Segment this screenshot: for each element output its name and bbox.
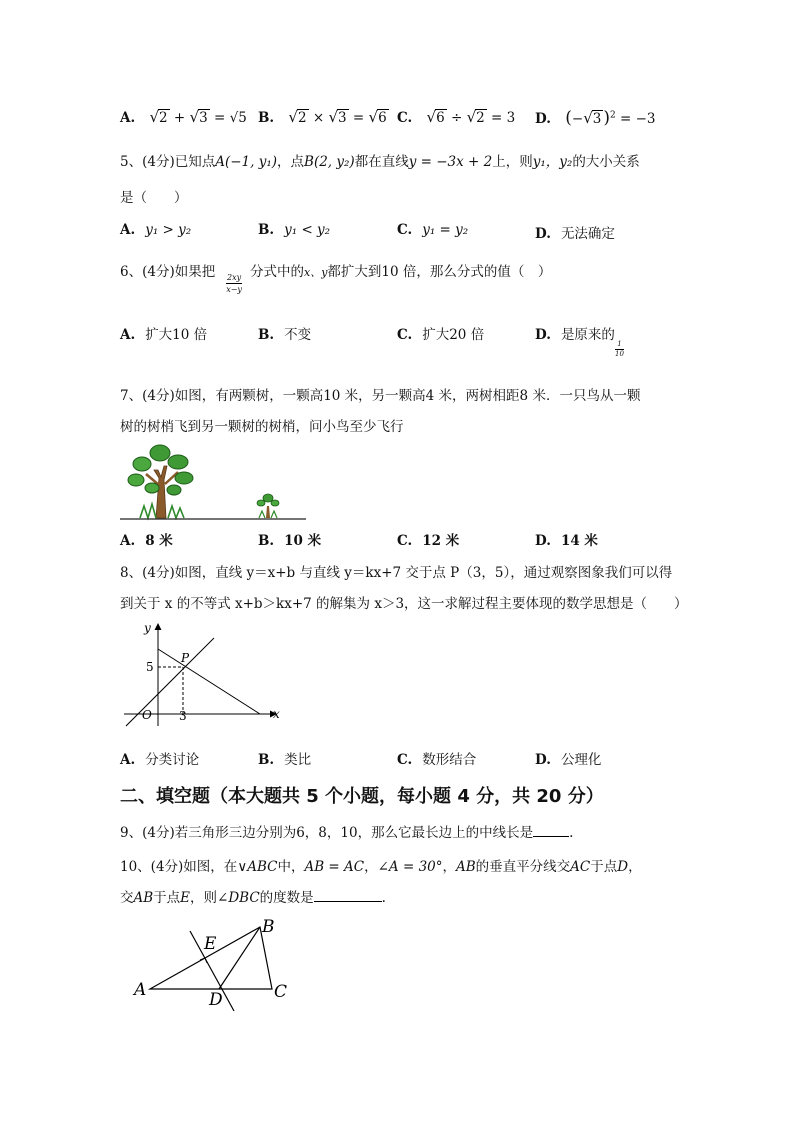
q4-d-expr: (−√3 )$^2$ = −3 xyxy=(565,108,656,128)
section-heading: 二、填空题（本大题共 5 个小题，每小题 4 分，共 20 分） xyxy=(120,786,604,807)
q7-option-c: C. 12 米 xyxy=(397,533,460,549)
q8-option-c: C. 数形结合 xyxy=(397,752,477,768)
q6-option-d-fraction: $\frac{1}{10}$ xyxy=(615,340,624,358)
graph-x-label: x xyxy=(273,707,280,721)
q7-tree-figure xyxy=(118,440,308,525)
q9-stem: 9、(4分)若三角形三边分别为6，8，10，那么它最长边上的中线长是 . xyxy=(120,825,574,841)
q4-a-expr: √2 + √3 = √5 xyxy=(149,108,247,126)
fig-label-c: C xyxy=(274,982,288,1002)
q8-stem-line1: 8、(4分)如图，直线 y＝x+b 与直线 y＝kx+7 交于点 P（3，5），通过观察图象我们可以得 xyxy=(120,565,673,581)
q4-b-expr: √2 × √3 = √6 xyxy=(288,108,387,126)
q5-stem: 5、(4分)已知点A(−1, y₁)，点B(2, y₂)都在直线y = −3x + 2上，则y₁，y₂的大小关系 xyxy=(120,154,640,170)
q10-triangle-figure xyxy=(128,915,298,1015)
line-kx-plus-7 xyxy=(158,649,260,714)
line-x-plus-b xyxy=(126,638,214,726)
q7-stem-line2: 树的树梢飞到另一颗树的树梢，问小鸟至少飞行 xyxy=(120,419,404,435)
fig-label-a: A xyxy=(134,980,147,1000)
q5-option-a: A. y₁ > y₂ xyxy=(120,222,192,238)
q5-stem-line2: 是（ ） xyxy=(120,190,188,206)
fig-label-d: D xyxy=(209,990,223,1010)
q5-option-c: C. y₁ = y₂ xyxy=(397,222,469,238)
q6-option-d: D. 是原来的 xyxy=(535,327,615,343)
q6-option-c: C. 扩大20 倍 xyxy=(397,327,485,343)
q10-answer-blank[interactable] xyxy=(314,889,382,902)
q9-answer-blank[interactable] xyxy=(533,824,569,837)
q4-option-d xyxy=(535,108,656,128)
segment-bd xyxy=(219,927,260,989)
q8-graph xyxy=(118,618,288,730)
q4-b-label: B. xyxy=(258,110,275,126)
q5-option-d: D. 无法确定 xyxy=(535,226,615,242)
q8-stem-line2: 到关于 x 的不等式 x+b＞kx+7 的解集为 x＞3，这一求解过程主要体现的数学思想是（ ） xyxy=(120,596,688,612)
q7-option-d: D. 14 米 xyxy=(535,533,598,549)
graph-tick-3: 3 xyxy=(179,709,187,723)
q4-d-label: D. xyxy=(535,111,551,127)
graph-tick-5: 5 xyxy=(146,660,154,674)
graph-origin-label: O xyxy=(142,708,152,722)
q4-option-a xyxy=(120,108,247,126)
q4-option-c xyxy=(397,108,515,126)
q7-option-a: A. 8 米 xyxy=(120,533,173,549)
q7-option-b: B. 10 米 xyxy=(258,533,322,549)
graph-point-p-label: P xyxy=(181,651,190,665)
q7-stem-line1: 7、(4分)如图，有两颗树，一颗高10 米，另一颗高4 米，两树相距8 米．一只鸟从一颗 xyxy=(120,388,641,404)
q8-option-d: D. 公理化 xyxy=(535,752,602,768)
fig-label-e: E xyxy=(204,934,217,954)
fig-label-b: B xyxy=(262,917,275,937)
q4-a-label: A. xyxy=(120,110,136,126)
q6-option-b: B. 不变 xyxy=(258,327,312,343)
q10-stem-line2: 交AB于点E，则∠DBC的度数是 . xyxy=(120,890,386,906)
q6-stem: 6、(4分)如果把 xyxy=(120,264,216,280)
q8-option-a: A. 分类讨论 xyxy=(120,752,200,768)
q6-option-a: A. 扩大10 倍 xyxy=(120,327,208,343)
q4-option-b xyxy=(258,108,389,126)
q5-option-b: B. y₁ < y₂ xyxy=(258,222,331,238)
q4-c-label: C. xyxy=(397,110,413,126)
short-tree xyxy=(257,494,279,518)
graph-y-label: y xyxy=(144,621,151,635)
q6-fraction: $\frac{2xy}{x-y}$ xyxy=(226,273,242,294)
tall-tree xyxy=(128,445,193,518)
q6-stem-rest: 分式中的x、y都扩大到10 倍，那么分式的值（ ） xyxy=(250,264,552,280)
q10-stem-line1: 10、(4分)如图，在∨ABC中，AB = AC，∠A = 30°，AB的垂直平分线交AC于点D， xyxy=(120,859,642,875)
q4-c-expr: √6 ÷ √2 = 3 xyxy=(426,108,516,126)
q8-option-b: B. 类比 xyxy=(258,752,312,768)
